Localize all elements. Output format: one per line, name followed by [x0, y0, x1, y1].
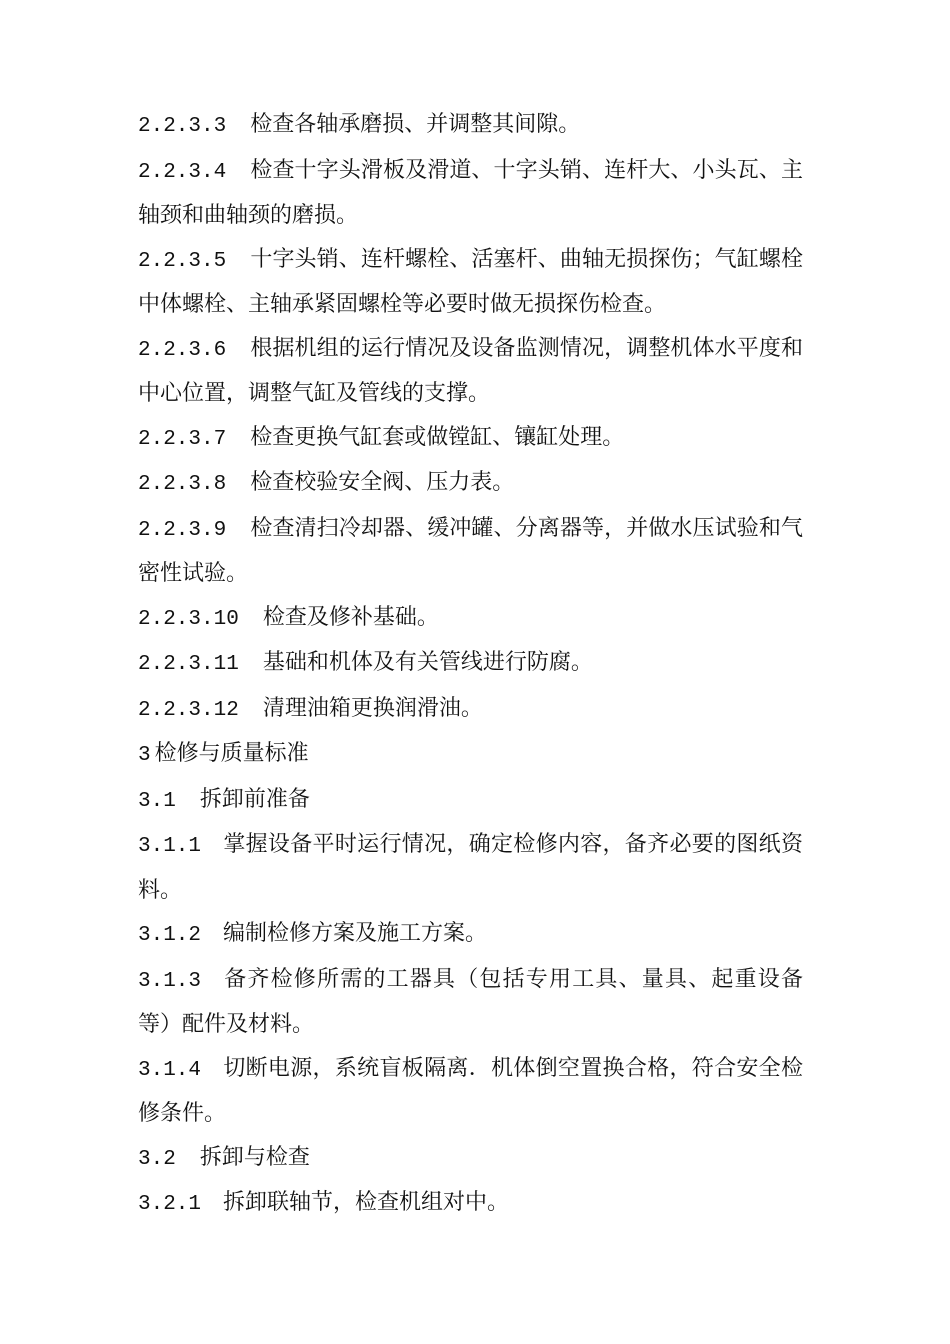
clause-number: 2.2.3.12: [138, 698, 239, 722]
clause-number: 3.2.1: [138, 1193, 202, 1216]
paragraph-2-2-3-11: [138, 641, 803, 687]
section-number: 3.2: [138, 1147, 176, 1171]
clause-number: 2.2.3.5: [138, 249, 227, 273]
paragraph-2-2-3-12: [138, 687, 803, 733]
clause-text: 检查各轴承磨损、并调整其间隙。: [250, 112, 581, 137]
clause-text: 检查清扫冷却器、缓冲罐、分离器等，并做水压试验和气密性试验。: [138, 515, 803, 586]
clause-text: 检查校验安全阀、压力表。: [250, 470, 515, 495]
subsection-heading-3-2: [138, 1136, 803, 1182]
clause-text: 清理油箱更换润滑油。: [262, 695, 483, 721]
paragraph-2-2-3-5: [138, 238, 803, 327]
paragraph-3-1-3: [138, 958, 803, 1047]
clause-number: 2.2.3.9: [138, 518, 227, 542]
clause-text: 检查十字头滑板及滑道、十字头销、连杆大、小头瓦、主轴颈和曲轴颈的磨损。: [138, 157, 803, 228]
clause-text: 检查更换气缸套或做镗缸、镶缸处理。: [250, 424, 625, 450]
clause-number: 3.1.1: [138, 835, 202, 858]
clause-number: 2.2.3.8: [138, 473, 227, 496]
clause-text: 根据机组的运行情况及设备监测情况，调整机体水平度和中心位置，调整气缸及管线的支撑。: [138, 335, 803, 406]
paragraph-2-2-3-8: [138, 461, 803, 507]
clause-number: 2.2.3.10: [138, 607, 239, 631]
clause-text: 编制检修方案及施工方案。: [223, 921, 488, 946]
paragraph-3-1-4: [138, 1047, 803, 1136]
paragraph-2-2-3-6: [138, 327, 803, 416]
clause-number: 3.1.4: [138, 1058, 202, 1082]
paragraph-3-1-1: [138, 823, 803, 912]
clause-text: 基础和机体及有关管线进行防腐。: [262, 650, 593, 675]
clause-text: 切断电源，系统盲板隔离．机体倒空置换合格，符合安全检修条件。: [138, 1055, 803, 1126]
clause-number: 3.1.3: [138, 969, 202, 993]
paragraph-3-1-2: [138, 912, 803, 958]
section-title: 拆卸与检查: [199, 1144, 310, 1170]
paragraph-2-2-3-9: [138, 507, 803, 596]
paragraph-2-2-3-7: [138, 416, 803, 462]
section-number: 3.1: [138, 789, 176, 813]
clause-number: 2.2.3.6: [138, 338, 227, 362]
clause-text: 检查及修补基础。: [262, 604, 439, 630]
section-title: 拆卸前准备: [199, 786, 310, 812]
clause-text: 拆卸联轴节，检查机组对中。: [223, 1190, 510, 1215]
paragraph-3-2-1: [138, 1181, 803, 1227]
document-page: [138, 103, 803, 1227]
clause-number: 2.2.3.3: [138, 115, 227, 138]
section-heading-3: [138, 732, 803, 778]
clause-text: 十字头销、连杆螺栓、活塞杆、曲轴无损探伤；气缸螺栓中体螺栓、主轴承紧固螺栓等必要时做无损探伤检查。: [138, 246, 803, 317]
section-number: 3: [138, 744, 151, 767]
clause-text: 备齐检修所需的工器具（包括专用工具、量具、起重设备等）配件及材料。: [138, 966, 803, 1037]
clause-number: 3.1.2: [138, 924, 202, 947]
paragraph-2-2-3-4: [138, 149, 803, 238]
section-title: 检修与质量标准: [154, 741, 309, 766]
subsection-heading-3-1: [138, 778, 803, 824]
paragraph-2-2-3-3: [138, 103, 803, 149]
clause-text: 掌握设备平时运行情况，确定检修内容，备齐必要的图纸资料。: [138, 832, 803, 903]
paragraph-2-2-3-10: [138, 596, 803, 642]
clause-number: 2.2.3.4: [138, 160, 227, 184]
clause-number: 2.2.3.7: [138, 427, 227, 451]
clause-number: 2.2.3.11: [138, 653, 239, 676]
